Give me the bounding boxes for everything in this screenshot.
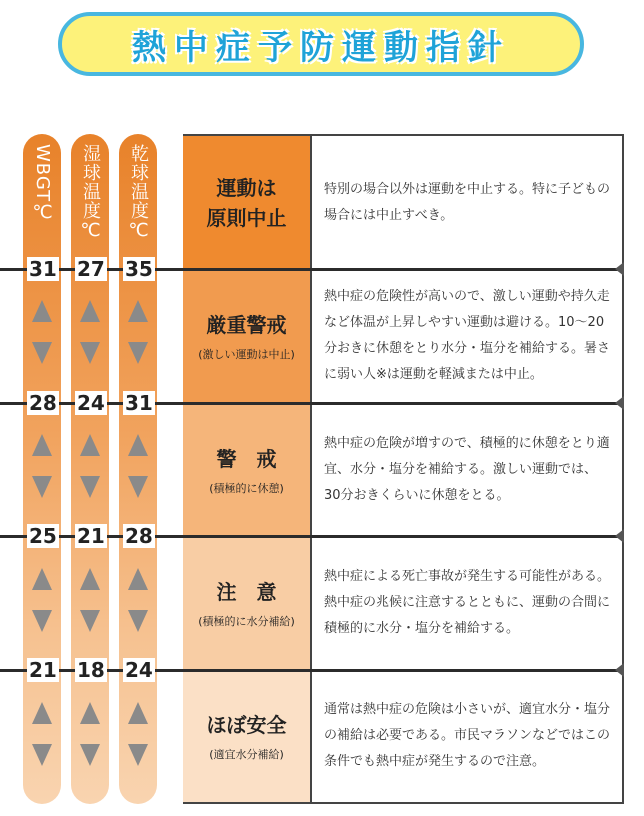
dry-bulb-column-header: 乾球温度℃ <box>128 144 149 242</box>
arrow-up-icon <box>32 702 52 724</box>
arrow-up-icon <box>128 300 148 322</box>
arrow-down-icon <box>32 342 52 364</box>
arrow-down-icon <box>80 744 100 766</box>
level-name: 運動は <box>216 175 277 200</box>
arrow-down-icon <box>128 744 148 766</box>
line-end-marker <box>615 396 624 410</box>
level-desc-stop: 特別の場合以外は運動を中止する。特に子どもの場合には中止すべき。 <box>310 136 622 269</box>
wet-threshold: 27 <box>77 257 105 281</box>
level-name: 厳重警戒 <box>206 313 287 337</box>
arrow-down-icon <box>80 342 100 364</box>
level-sub: (適宜水分補給) <box>209 748 284 761</box>
line-end-marker <box>615 262 624 276</box>
wet-threshold: 24 <box>77 391 105 415</box>
line-end-marker <box>615 529 624 543</box>
wet-bulb-column-header: 湿球温度℃ <box>80 144 101 242</box>
wbgt-threshold: 28 <box>29 391 57 415</box>
wet-threshold: 21 <box>77 524 105 548</box>
arrow-up-icon <box>80 568 100 590</box>
wbgt-threshold: 31 <box>29 257 57 281</box>
wet-threshold: 18 <box>77 658 105 682</box>
level-desc-caution: 熱中症による死亡事故が発生する可能性がある。熱中症の兆候に注意するとともに、運動の合間に積極的に水分・塩分を補給する。 <box>310 536 622 670</box>
level-cell-warning <box>183 403 310 536</box>
level-desc-safe: 通常は熱中症の危険は小さいが、適宜水分・塩分の補給は必要である。市民マラソンなどではこの条件でも熱中症が発生するので注意。 <box>310 670 622 802</box>
arrow-down-icon <box>32 476 52 498</box>
level-name-line2: 原則中止 <box>206 205 287 230</box>
title-banner <box>58 12 584 76</box>
arrow-down-icon <box>128 342 148 364</box>
arrow-up-icon <box>32 568 52 590</box>
level-desc-severe: 熱中症の危険性が高いので、激しい運動や持久走など体温が上昇しやすい運動は避ける。10〜20分おきに休憩をとり水分・塩分を補給する。暑さに弱い人※は運動を軽減または中止。 <box>310 269 622 403</box>
arrow-up-icon <box>80 434 100 456</box>
wbgt-threshold: 21 <box>29 658 57 682</box>
arrow-up-icon <box>32 300 52 322</box>
arrow-down-icon <box>128 610 148 632</box>
level-name: ほぼ安全 <box>206 713 287 737</box>
arrow-up-icon <box>128 568 148 590</box>
level-cell-severe <box>183 269 310 403</box>
wbgt-column-header: WBGT℃ <box>32 144 53 225</box>
dry-threshold: 31 <box>125 391 153 415</box>
line-end-marker <box>615 663 624 677</box>
level-sub: (積極的に休憩) <box>209 481 284 495</box>
dry-threshold: 35 <box>125 257 153 281</box>
level-sub: (積極的に水分補給) <box>198 615 295 628</box>
level-desc-warning: 熱中症の危険が増すので、積極的に休憩をとり適宜、水分・塩分を補給する。激しい運動では、30分おきくらいに休憩をとる。 <box>310 403 622 536</box>
arrow-down-icon <box>80 610 100 632</box>
arrow-up-icon <box>32 434 52 456</box>
arrow-up-icon <box>80 300 100 322</box>
dry-threshold: 24 <box>125 658 153 682</box>
level-cell-stop <box>183 136 310 269</box>
page-title: 熱中症予防運動指針 <box>132 27 510 68</box>
level-name: 注 意 <box>216 580 277 604</box>
level-name: 警 戒 <box>216 446 277 471</box>
level-cell-caution <box>183 536 310 670</box>
arrow-up-icon <box>128 702 148 724</box>
arrow-up-icon <box>80 702 100 724</box>
arrow-up-icon <box>128 434 148 456</box>
dry-threshold: 28 <box>125 524 153 548</box>
arrow-down-icon <box>80 476 100 498</box>
arrow-down-icon <box>32 610 52 632</box>
arrow-down-icon <box>32 744 52 766</box>
level-sub: (激しい運動は中止) <box>198 348 295 361</box>
level-cell-safe <box>183 670 310 802</box>
arrow-down-icon <box>128 476 148 498</box>
wbgt-threshold: 25 <box>29 524 57 548</box>
